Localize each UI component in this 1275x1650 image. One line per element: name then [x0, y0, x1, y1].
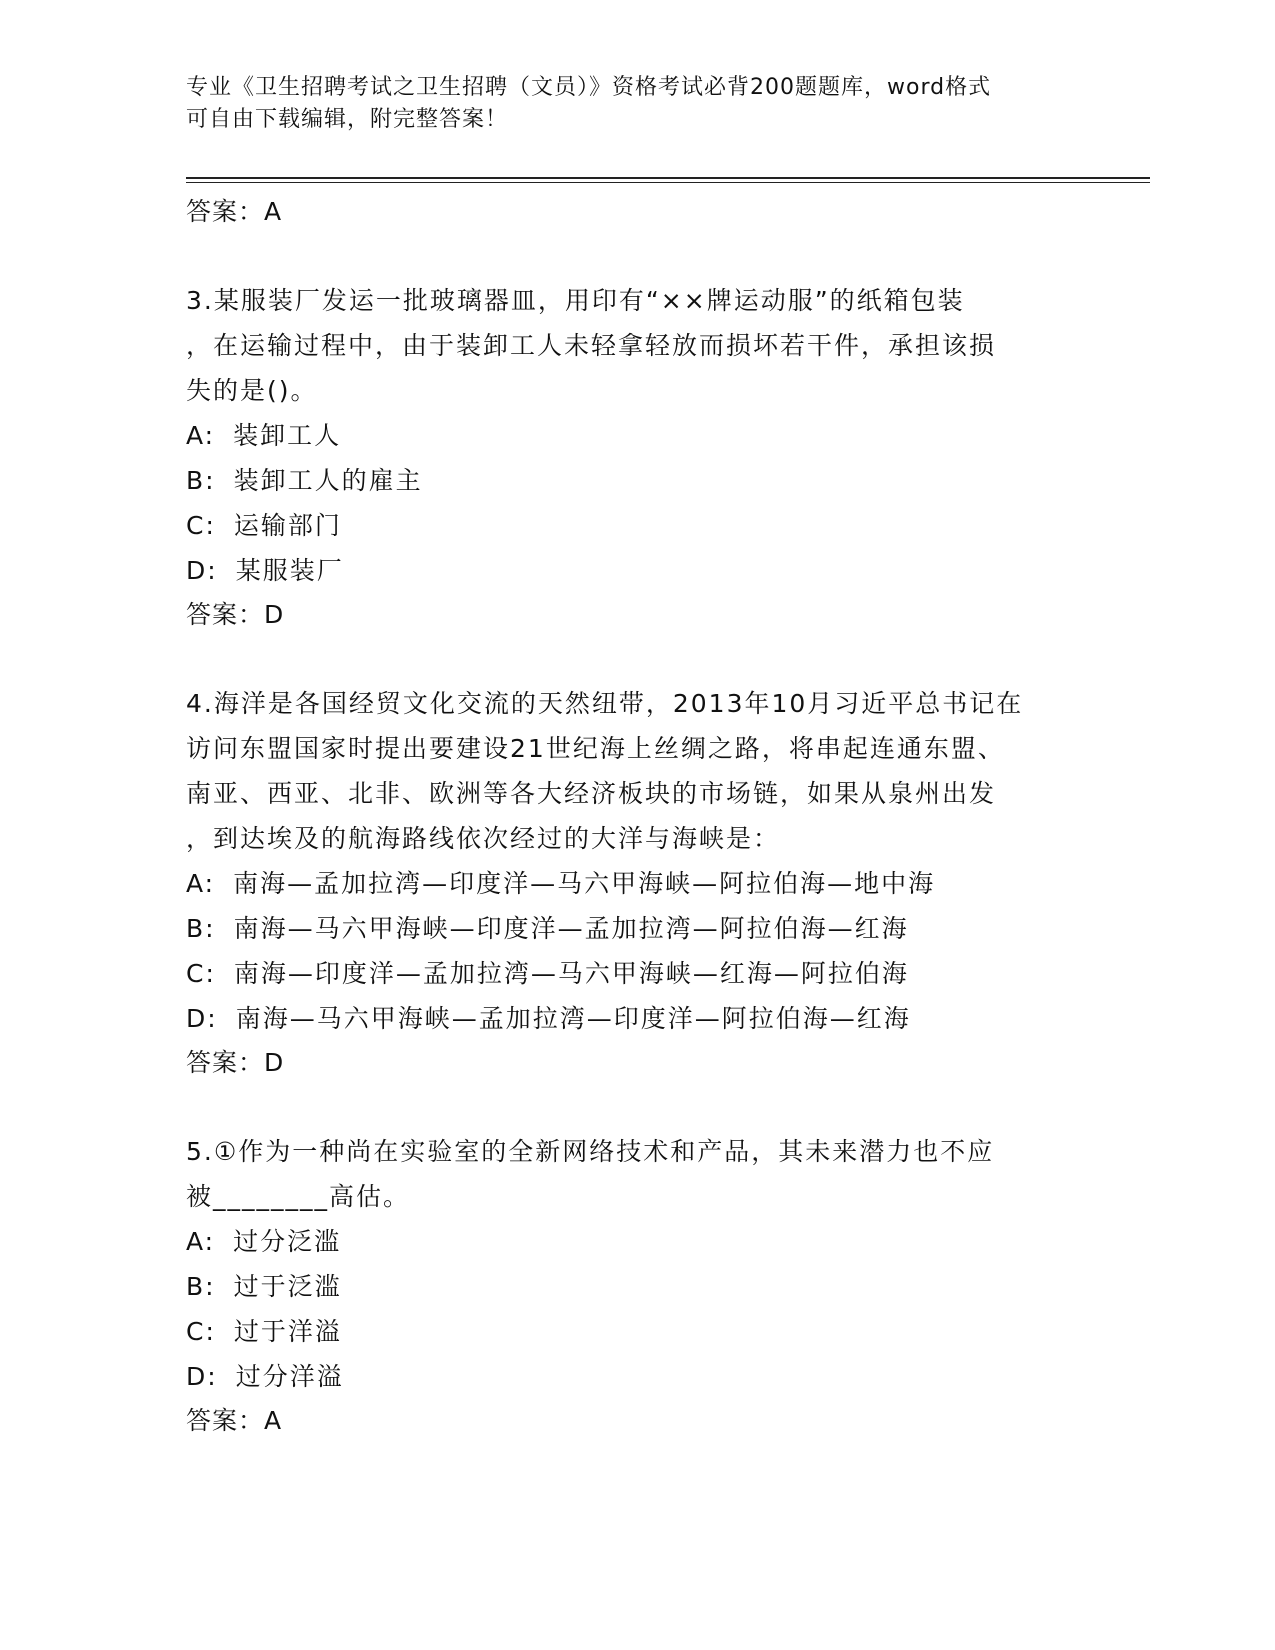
- question-4: [186, 681, 1086, 1085]
- answer-line: 答案：D: [186, 600, 285, 629]
- question-stem: 南亚、西亚、北非、欧洲等各大经济板块的市场链，如果从泉州出发: [186, 779, 997, 808]
- option-text: 运输部门: [233, 511, 342, 540]
- option-c: [186, 503, 1086, 548]
- option-text: 过分洋溢: [235, 1362, 344, 1391]
- option-c: [186, 951, 1086, 996]
- option-text: 某服装厂: [235, 556, 344, 585]
- option-key: D:: [186, 1362, 218, 1391]
- question-3: [186, 278, 1086, 637]
- option-key: D:: [186, 1004, 218, 1033]
- header-line-2: 可自由下载编辑，附完整答案！: [186, 107, 509, 132]
- document-header: [186, 72, 1066, 136]
- question-stem: 4.海洋是各国经贸文化交流的天然纽带，2013年10月习近平总书记在: [186, 689, 1024, 718]
- option-d: [186, 548, 1086, 593]
- option-a: [186, 1219, 1086, 1264]
- option-key: B:: [186, 914, 216, 943]
- option-d: [186, 996, 1086, 1041]
- question-stem: ，到达埃及的航海路线依次经过的大洋与海峡是：: [186, 824, 781, 853]
- option-b: [186, 1264, 1086, 1309]
- question-stem: 访问东盟国家时提出要建设21世纪海上丝绸之路，将串起连通东盟、: [186, 734, 1005, 763]
- option-text: 南海—印度洋—孟加拉湾—马六甲海峡—红海—阿拉伯海: [233, 959, 909, 988]
- option-d: [186, 1354, 1086, 1399]
- option-key: A:: [186, 1227, 216, 1256]
- question-stem: 失的是()。: [186, 376, 318, 405]
- option-a: [186, 861, 1086, 906]
- option-text: 南海—孟加拉湾—印度洋—马六甲海峡—阿拉伯海—地中海: [233, 869, 936, 898]
- option-b: [186, 458, 1086, 503]
- answer-line: 答案：A: [186, 197, 283, 226]
- question-stem: 5.①作为一种尚在实验室的全新网络技术和产品，其未来潜力也不应: [186, 1137, 995, 1166]
- question-stem: 被________高估。: [186, 1182, 411, 1211]
- option-text: 过于泛滥: [233, 1272, 342, 1301]
- question-stem: 3.某服装厂发运一批玻璃器皿，用印有“××牌运动服”的纸箱包装: [186, 286, 965, 315]
- option-c: [186, 1309, 1086, 1354]
- option-text: 南海—马六甲海峡—孟加拉湾—印度洋—阿拉伯海—红海: [235, 1004, 911, 1033]
- option-key: D:: [186, 556, 218, 585]
- option-key: B:: [186, 466, 216, 495]
- option-text: 过分泛滥: [233, 1227, 342, 1256]
- option-text: 装卸工人: [233, 421, 342, 450]
- option-a: [186, 413, 1086, 458]
- question-5: [186, 1129, 1086, 1443]
- header-line-1: 专业《卫生招聘考试之卫生招聘（文员）》资格考试必背200题题库，word格式: [186, 75, 992, 100]
- option-key: B:: [186, 1272, 216, 1301]
- option-key: C:: [186, 511, 216, 540]
- header-rule-thick: [186, 177, 1150, 179]
- question-stem: ，在运输过程中，由于装卸工人未轻拿轻放而损坏若干件，承担该损: [186, 331, 997, 360]
- option-b: [186, 906, 1086, 951]
- option-text: 南海—马六甲海峡—印度洋—孟加拉湾—阿拉伯海—红海: [233, 914, 909, 943]
- answer-line: 答案：D: [186, 1048, 285, 1077]
- question-list: [186, 190, 1086, 1443]
- option-text: 装卸工人的雇主: [233, 466, 423, 495]
- option-key: A:: [186, 869, 216, 898]
- option-key: C:: [186, 1317, 216, 1346]
- option-key: A:: [186, 421, 216, 450]
- option-text: 过于洋溢: [233, 1317, 342, 1346]
- option-key: C:: [186, 959, 216, 988]
- answer-line: 答案：A: [186, 1406, 283, 1435]
- header-rule-thin: [186, 182, 1150, 183]
